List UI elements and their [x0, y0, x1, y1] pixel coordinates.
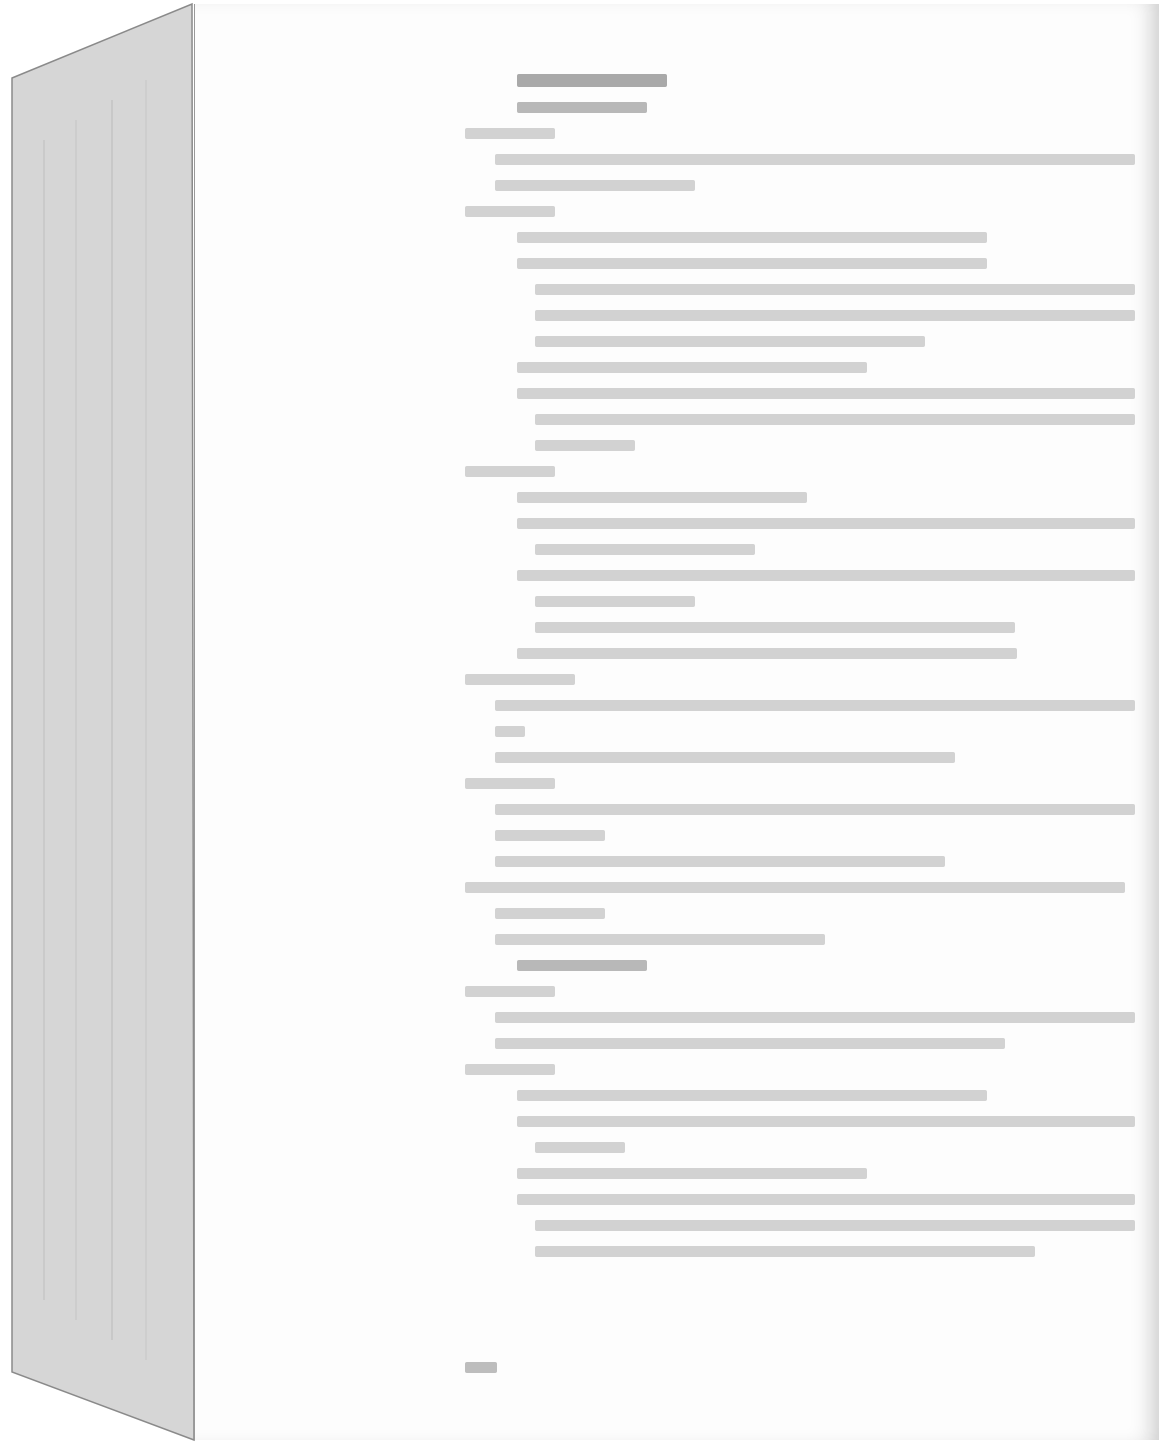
text-line	[517, 232, 987, 243]
text-line	[495, 1012, 1135, 1023]
section-heading	[517, 960, 647, 971]
page-text-placeholder	[465, 74, 1135, 1272]
item-heading	[465, 778, 555, 789]
book-spine	[0, 0, 196, 1446]
text-line	[517, 362, 867, 373]
text-line	[517, 1194, 1135, 1205]
text-line	[535, 622, 1015, 633]
text-line	[535, 1220, 1135, 1231]
item-heading	[465, 674, 575, 685]
text-line	[517, 570, 1135, 581]
item-heading	[465, 466, 555, 477]
text-line	[495, 856, 945, 867]
item-heading	[465, 1064, 555, 1075]
item-heading	[465, 206, 555, 217]
text-line	[517, 1090, 987, 1101]
text-line	[517, 492, 807, 503]
text-line	[495, 804, 1135, 815]
text-line	[495, 752, 955, 763]
text-line	[495, 1038, 1005, 1049]
item-heading	[465, 986, 555, 997]
text-line	[495, 830, 605, 841]
text-line	[517, 258, 987, 269]
item-heading	[465, 882, 1125, 893]
page-number	[465, 1362, 497, 1373]
text-line	[517, 648, 1017, 659]
text-line	[535, 1142, 625, 1153]
text-line	[495, 180, 695, 191]
text-line	[495, 908, 605, 919]
text-line	[495, 726, 525, 737]
text-line	[517, 1168, 867, 1179]
text-line	[517, 518, 1135, 529]
text-line	[495, 700, 1135, 711]
section-heading	[517, 102, 647, 113]
chapter-title	[517, 74, 667, 87]
text-line	[535, 544, 755, 555]
text-line	[535, 1246, 1035, 1257]
text-line	[517, 1116, 1135, 1127]
text-line	[495, 934, 825, 945]
text-line	[495, 154, 1135, 165]
text-line	[535, 336, 925, 347]
text-line	[517, 388, 1135, 399]
text-line	[535, 440, 635, 451]
text-line	[535, 414, 1135, 425]
text-line	[535, 596, 695, 607]
text-line	[535, 284, 1135, 295]
document-page	[194, 4, 1159, 1440]
item-heading	[465, 128, 555, 139]
text-line	[535, 310, 1135, 321]
